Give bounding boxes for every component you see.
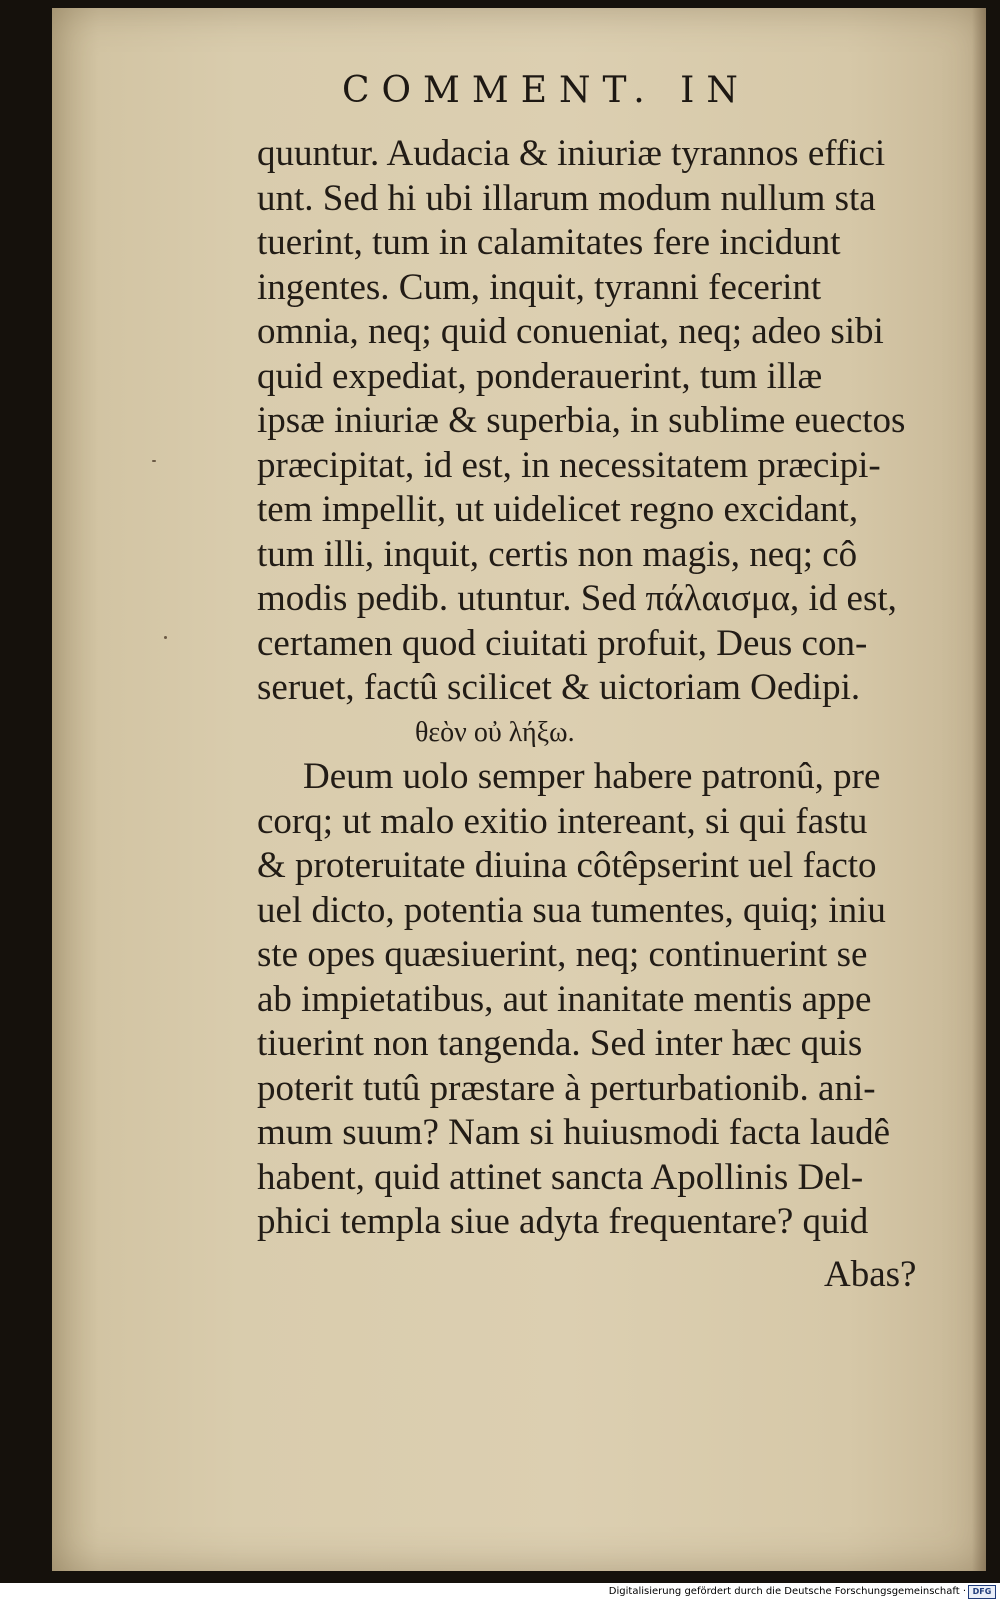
digitization-credit: Digitalisierung gefördert durch die Deutsche Forschungsgemeinschaft ·: [608, 1586, 966, 1597]
text-line-9: tem impellit, ut uidelicet regno excidant,: [257, 489, 859, 530]
text-line-15: corq; ut malo exitio intereant, si qui fastu: [257, 800, 868, 842]
text-line-10: tum illi, inquit, certis non magis, neq; cô: [257, 533, 858, 575]
greek-lemma: θεὸν οὐ λήξω.: [415, 716, 575, 748]
text-line-3: tuerint, tum in calamitates fere incidunt: [257, 222, 841, 263]
text-line-5: omnia, neq; quid conueniat, neq; adeo sibi: [257, 311, 884, 352]
text-line-8: præcipitat, id est, in necessitatem præcipi-: [257, 444, 881, 486]
text-line-17: uel dicto, potentia sua tumentes, quiq; iniu: [257, 889, 886, 931]
catchword: Abas?: [824, 1254, 917, 1295]
running-head: COMMENT. IN: [342, 70, 750, 111]
text-line-18: ste opes quæsiuerint, neq; continuerint se: [257, 934, 868, 975]
text-line-21: poterit tutû præstare à perturbationib. ani-: [257, 1067, 876, 1109]
text-line-1: quuntur. Audacia & iniuriæ tyrannos effici: [257, 133, 886, 174]
paper-speck: [152, 460, 156, 462]
text-line-16: & proteruitate diuina côtêpserint uel facto: [257, 845, 877, 886]
text-line-13: seruet, factû scilicet & uictoriam Oedipi.: [257, 667, 861, 708]
paper-speck: [164, 636, 167, 639]
text-line-2: unt. Sed hi ubi illarum modum nullum sta: [257, 177, 876, 219]
text-line-22: mum suum? Nam si huiusmodi facta laudê: [257, 1112, 890, 1153]
dfg-logo: DFG: [968, 1585, 996, 1599]
body-text: [257, 132, 957, 1245]
text-line-11: modis pedib. utuntur. Sed πάλαισμα, id est,: [257, 578, 897, 619]
book-page: [52, 8, 986, 1571]
text-line-24: phici templa siue adyta frequentare? quid: [257, 1201, 869, 1242]
text-line-12: certamen quod ciuitati profuit, Deus con-: [257, 622, 868, 664]
page-edge-shadow: [972, 8, 986, 1571]
text-line-20: tiuerint non tangenda. Sed inter hæc quis: [257, 1023, 863, 1064]
text-line-4: ingentes. Cum, inquit, tyranni fecerint: [257, 266, 822, 308]
text-line-7: ipsæ iniuriæ & superbia, in sublime euectos: [257, 400, 906, 441]
text-line-14: Deum uolo semper habere patronû, pre: [303, 756, 881, 797]
text-line-23: habent, quid attinet sancta Apollinis Del-: [257, 1156, 864, 1198]
text-line-6: quid expediat, ponderauerint, tum illæ: [257, 355, 823, 397]
text-line-19: ab impietatibus, aut inanitate mentis appe: [257, 978, 872, 1020]
